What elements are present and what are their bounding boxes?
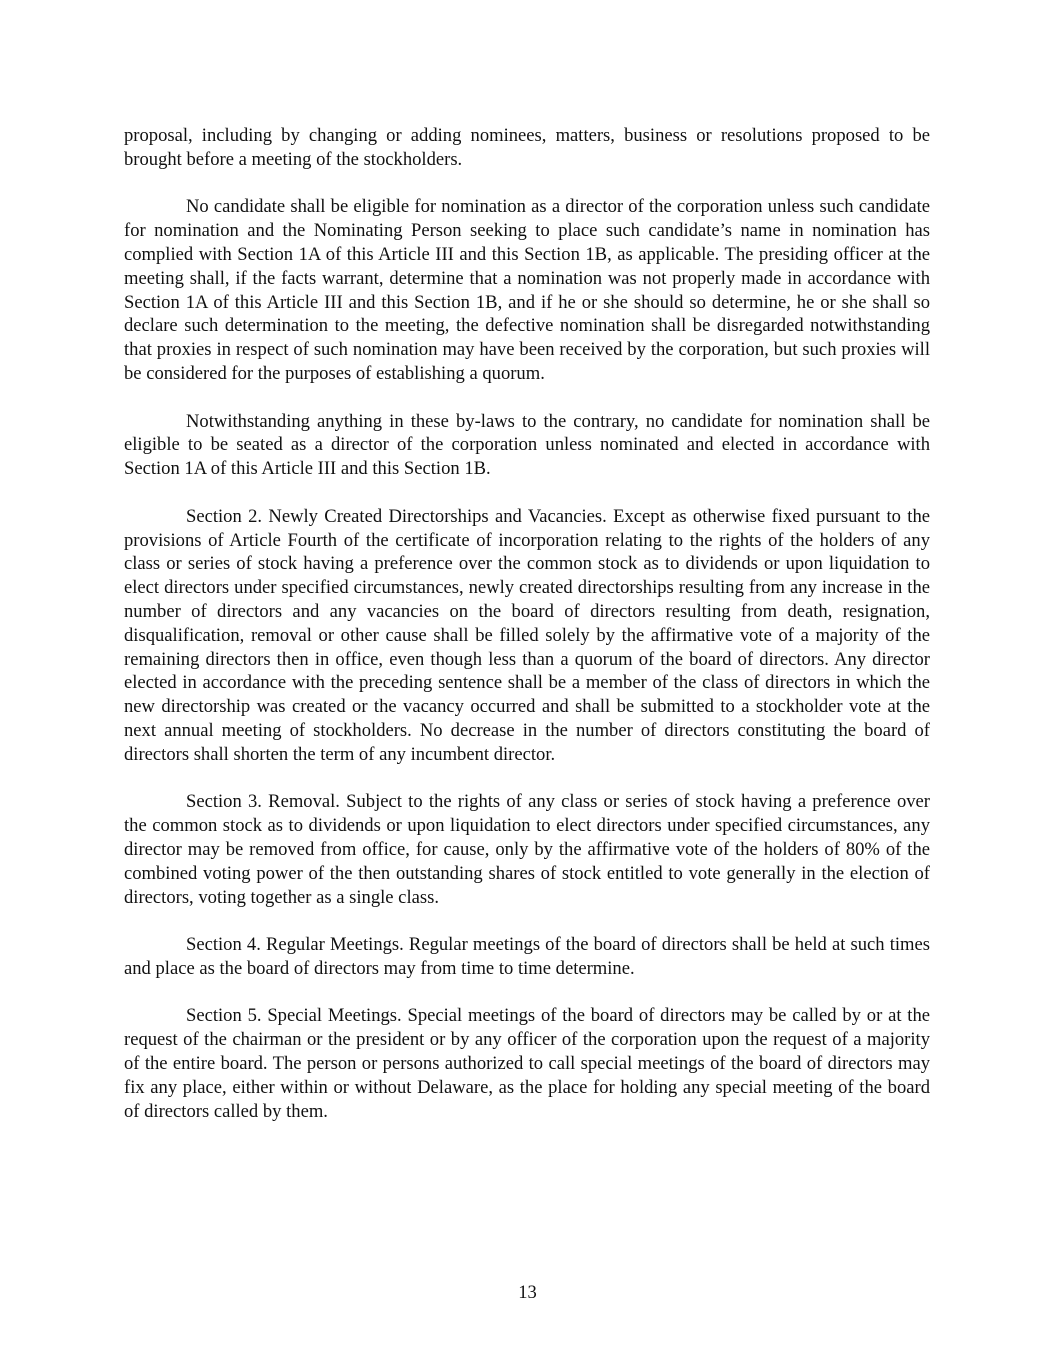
paragraph-section-2-vacancies: Section 2. Newly Created Directorships and Vacancies. Except as otherwise fixed pursuant to the provisions of Article Fourth of the certificate of incorporation relating to the rights of the holders of any class or series of stock having a preference over the common stock as to dividends or upon liquidation to elect directors under specified circumstances, newly created directorships resulting from any increase in the number of directors and any vacancies on the board of directors resulting from death, resignation, disqualification, removal or other cause shall be filled solely by the affirmative vote of a majority of the remaining directors then in office, even though less than a quorum of the board of directors. Any director elected in accordance with the preceding sentence shall be a member of the class of directors in which the new directorship was created or the vacancy occurred and shall be submitted to a stockholder vote at the next annual meeting of stockholders. No decrease in the number of directors constituting the board of directors shall shorten the term of any incumbent director. xyxy=(124,505,930,765)
page-number: 13 xyxy=(518,1282,537,1303)
paragraph-section-4-regular-meetings: Section 4. Regular Meetings. Regular meetings of the board of directors shall be held at such times and place as the board of directors may from time to time determine. xyxy=(124,934,930,979)
paragraph-nomination-eligibility: No candidate shall be eligible for nomination as a director of the corporation unless such candidate for nomination and the Nominating Person seeking to place such candidate’s name in nomination has complied with Section 1A of this Article III and this Section 1B, as applicable. The presiding officer at the meeting shall, if the facts warrant, determine that a nomination was not properly made in accordance with Section 1A of this Article III and this Section 1B, and if he or she should so determine, he or she shall so declare such determination to the meeting, the defective nomination shall be disregarded notwithstanding that proxies in respect of such nomination may have been received by the corporation, but such proxies will be considered for the purposes of establishing a quorum. xyxy=(124,196,930,384)
paragraph-seating-eligibility: Notwithstanding anything in these by-laws to the contrary, no candidate for nomination shall be eligible to be seated as a director of the corporation unless nominated and elected in accordance with Section 1A of this Article III and this Section 1B. xyxy=(124,410,930,480)
document-page xyxy=(124,124,930,1147)
paragraph-section-5-special-meetings: Section 5. Special Meetings. Special meetings of the board of directors may be called by or at the request of the chairman or the president or by any officer of the corporation upon the request of a majority of the entire board. The person or persons authorized to call special meetings of the board of directors may fix any place, either within or without Delaware, as the place for holding any special meeting of the board of directors called by them. xyxy=(124,1005,930,1122)
paragraph-continuation: proposal, including by changing or adding nominees, matters, business or resolutions proposed to be brought before a meeting of the stockholders. xyxy=(124,125,930,170)
paragraph-section-3-removal: Section 3. Removal. Subject to the rights of any class or series of stock having a preference over the common stock as to dividends or upon liquidation to elect directors under specified circumstances, any director may be removed from office, for cause, only by the affirmative vote of the holders of 80% of the combined voting power of the then outstanding shares of stock entitled to vote generally in the election of directors, voting together as a single class. xyxy=(124,791,930,908)
